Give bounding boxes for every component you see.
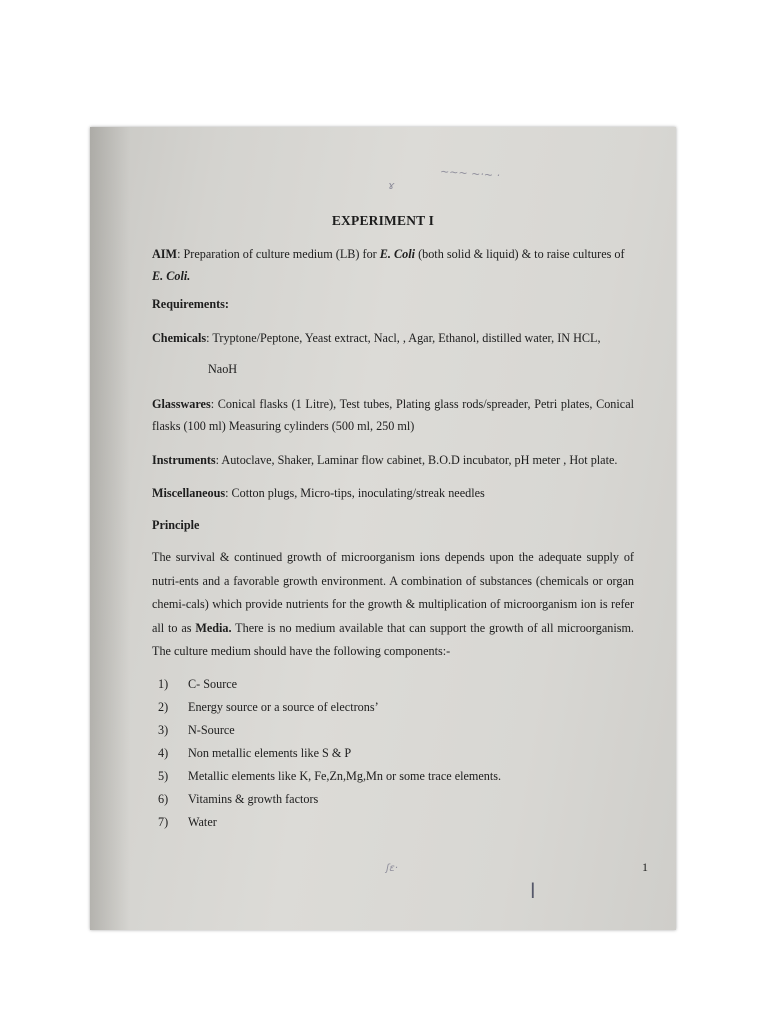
list-item: 1) C- Source (158, 677, 238, 691)
page-number: 1 (642, 860, 648, 874)
glasswares-label: Glasswares (152, 397, 211, 411)
list-item: 3) N-Source (158, 723, 235, 737)
document-title: EXPERIMENT I (331, 213, 435, 228)
instruments-paragraph (152, 449, 634, 471)
handwritten-mark: ɤ (388, 179, 395, 192)
list-item: 7) Water (158, 815, 217, 829)
handwritten-mark-bottom: ʃɛ· (386, 863, 398, 874)
list-item: 6) Vitamins & growth factors (158, 792, 319, 806)
principle-heading: Principle (152, 518, 200, 532)
handwritten-stroke: l (530, 879, 536, 903)
instruments-text: : Autoclave, Shaker, Laminar flow cabinet, B.O.D incubator, pH meter , Hot plate. (215, 453, 618, 467)
chemicals-label: Chemicals (152, 331, 207, 345)
chemicals-continuation: NaoH (208, 362, 238, 376)
aim-organism-2: E. Coli. (152, 269, 191, 283)
requirements-heading: Requirements: (152, 297, 229, 311)
document-page (90, 127, 676, 930)
miscellaneous-paragraph (152, 482, 634, 504)
list-item: 4) Non metallic elements like S & P (158, 746, 352, 760)
handwritten-note: ~~~ ~·~ · (439, 164, 501, 183)
principle-text-1: The survival & continued growth of microorganism ions depends upon the adequate supply of nutri-ents and a favorable growth environment. A combination of substances (chemicals or organ chemi-cals) which provide nutrients for the growth & multiplication of microorganism ion is refer all to as (152, 550, 634, 635)
list-item: 5) Metallic elements like K, Fe,Zn,Mg,Mn or some trace elements. (158, 769, 502, 783)
aim-text-2: (both solid & liquid) & to raise cultures of (415, 247, 625, 261)
list-item: 2) Energy source or a source of electrons’ (158, 700, 379, 714)
chemicals-text: : Tryptone/Peptone, Yeast extract, Nacl, , Agar, Ethanol, distilled water, IN HCL, (206, 331, 601, 345)
aim-text-1: : Preparation of culture medium (LB) for (177, 247, 380, 261)
aim-organism: E. Coli (379, 247, 416, 261)
components-list (152, 673, 501, 834)
instruments-label: Instruments (152, 453, 216, 467)
principle-media: Media. (195, 620, 232, 635)
aim-paragraph (152, 243, 634, 287)
miscellaneous-label: Miscellaneous (152, 486, 226, 500)
glasswares-text: : Conical flasks (1 Litre), Test tubes, Plating glass rods/spreader, Petri plates, Conical flasks (100 ml) Measuring cylinders (500 ml, 250 ml) (152, 397, 634, 433)
miscellaneous-text: : Cotton plugs, Micro-tips, inoculating/streak needles (225, 486, 485, 500)
chemicals-paragraph (152, 327, 634, 349)
aim-label: AIM (152, 247, 178, 261)
principle-text-2: There is no medium available that can support the growth of all microorganism. The culture medium should have the following components:- (152, 620, 634, 658)
principle-paragraph (152, 546, 634, 664)
glasswares-paragraph (152, 393, 634, 437)
